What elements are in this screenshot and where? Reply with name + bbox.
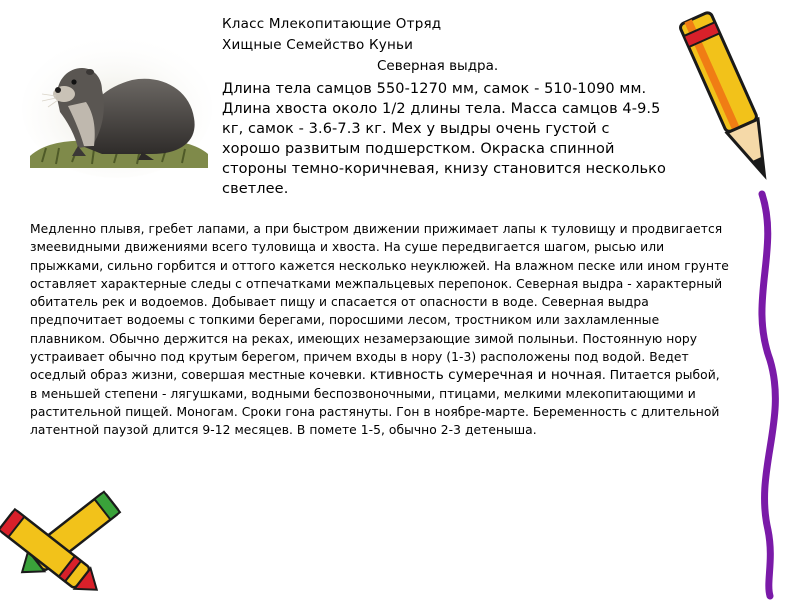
classification-line-2: Хищные Семейство Куньи bbox=[222, 37, 414, 53]
crayon-squiggle-icon bbox=[740, 190, 800, 600]
body-text-emphasis: ктивность сумеречная и ночная bbox=[369, 367, 602, 384]
crayons-icon bbox=[0, 478, 130, 600]
species-description: Длина тела самцов 550-1270 мм, самок - 510-1090 мм. Длина хвоста около 1/2 длины тела. Масса самцов 4-9.5 кг, самок - 3.6-7.3 кг. Мех у выдры очень густой с хорошо развитым подшерстком. Окраска спинной стороны темно-коричневая, книзу становится несколько светлее. bbox=[222, 81, 666, 197]
body-text-part-1: Медленно плывя, гребет лапами, а при быстром движении прижимает лапы к туловищу и продвигается змеевидными движениями всего туловища и хвоста. На суше передвигается шагом, рысью или прыжками, сильно горбится и оттого кажется несколько неуклюжей. На влажном песке или ином грунте оставляет характерные следы с отпечатками межпальцевых перепонок. Северная выдра - характерный обитатель рек и водоемов. Добывает пищу и спасается от опасности в воде. Северная выдра предпочитает водоемы с топкими берегами, поросшими лесом, тростником или захламленные плавником. Обычно держится на реках, имеющих незамерзающие зимой полыньи. Постоянную нору устраивает обычно под крутым берегом, причем входы в нору (1-3) расположены под водой. Ведет оседлый образ жизни, совершая местные кочевки. bbox=[30, 222, 729, 383]
body-text-part-2: . Питается рыбой, в меньшей степени - лягушками, водными беспозвоночными, птицами, мелкими млекопитающими и растительной пищей. Моногам. Сроки гона растянуты. Гон в ноябре-марте. Беременность с длительной латентной паузой длится 9-12 месяцев. В помете 1-5, обычно 2-3 детеныша. bbox=[30, 368, 720, 438]
pencil-icon bbox=[676, 2, 788, 198]
body-paragraph bbox=[30, 220, 730, 440]
classification-line-1: Класс Млекопитающие Отряд bbox=[222, 16, 442, 32]
otter-illustration bbox=[22, 28, 212, 178]
header-block bbox=[222, 14, 670, 199]
species-name: Северная выдра. bbox=[377, 58, 499, 74]
